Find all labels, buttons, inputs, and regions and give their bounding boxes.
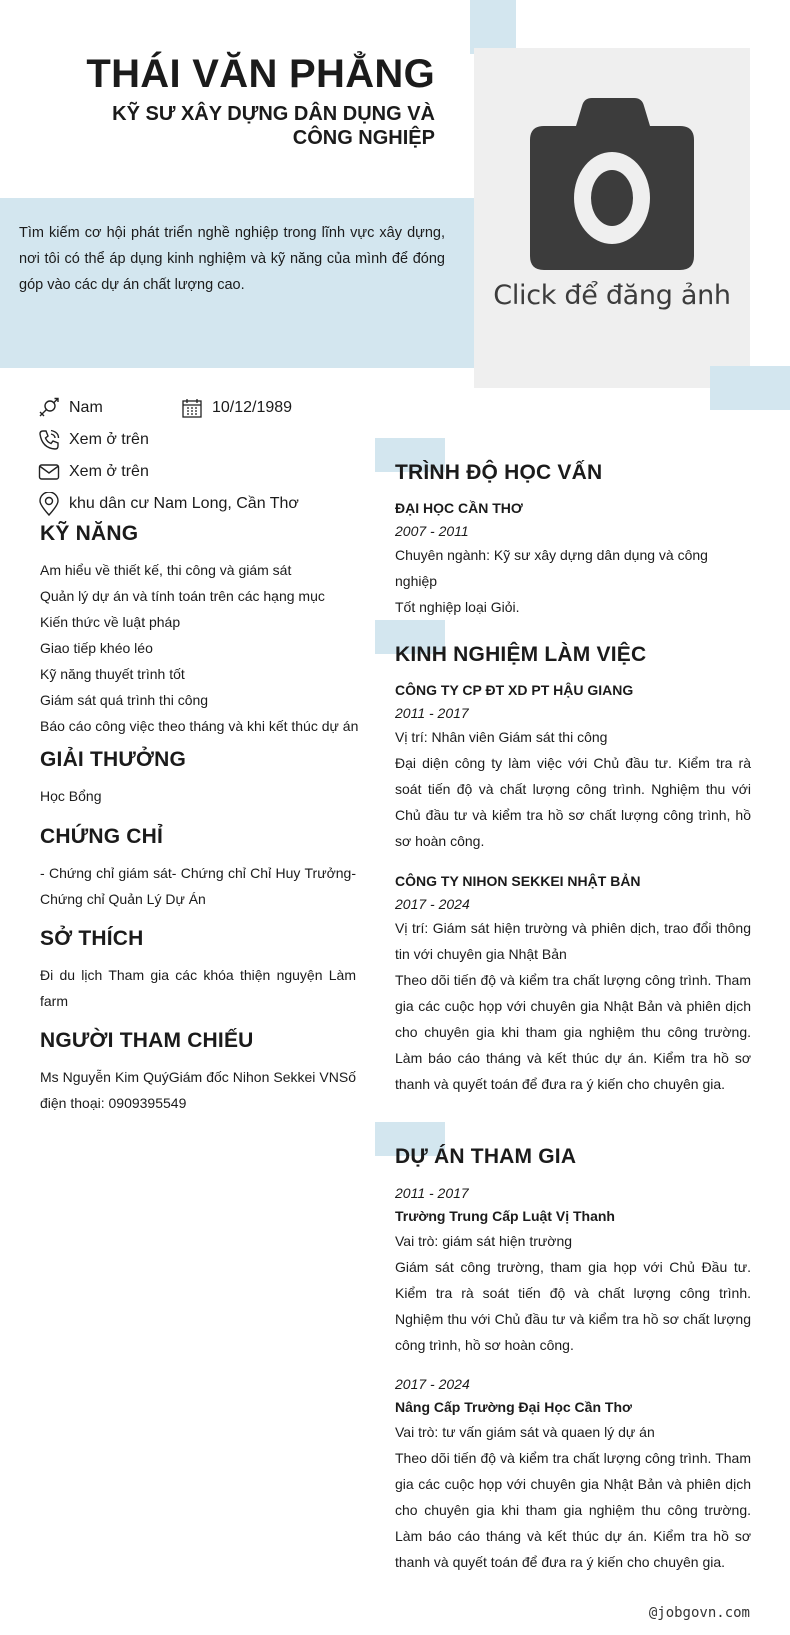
envelope-icon xyxy=(38,461,60,483)
birthdate-value: 10/12/1989 xyxy=(212,399,293,416)
photo-caption: Click để đăng ảnh xyxy=(493,280,731,311)
gender-value: Nam xyxy=(69,399,103,416)
skills-heading: KỸ NĂNG xyxy=(40,522,139,545)
career-objective: Tìm kiếm cơ hội phát triển nghề nghiệp trong lĩnh vực xây dựng, nơi tôi có thể áp dụng kinh nghiệm và kỹ năng của mình để đóng góp vào các dự án chất lượng cao. xyxy=(19,225,445,293)
project-role: Vai trò: tư vấn giám sát và quaen lý dự án xyxy=(395,1424,655,1440)
references-text: Ms Nguyễn Kim QuýGiám đốc Nihon Sekkei VNSố điện thoại: 0909395549 xyxy=(40,1069,356,1111)
skill-item: Kỹ năng thuyết trình tốt xyxy=(40,666,185,682)
education-heading: TRÌNH ĐỘ HỌC VẤN xyxy=(395,461,603,484)
email-value: Xem ở trên xyxy=(69,463,149,480)
address-row xyxy=(38,488,368,520)
phone-icon xyxy=(38,429,60,451)
calendar-icon xyxy=(181,397,203,419)
job-entry xyxy=(395,678,751,854)
hobbies-text: Đi du lịch Tham gia các khóa thiện nguyện Làm farm xyxy=(40,967,356,1009)
experience-heading: KINH NGHIỆM LÀM VIỆC xyxy=(395,643,647,666)
location-pin-icon xyxy=(38,492,60,516)
address-value: khu dân cư Nam Long, Cần Thơ xyxy=(69,495,299,512)
project-description: Theo dõi tiến độ và kiểm tra chất lượng công trình. Tham gia các cuộc họp với chuyên gia Nhật Bản và phiên dịch cho chuyên gia khi tham gia nghiệm thu công trường. Làm báo cáo tháng và kết thúc dự án. Kiểm tra hồ sơ thanh và quyết toán để đưa ra ý kiến cho chuyên gia. xyxy=(395,1450,751,1570)
phone-row xyxy=(38,424,368,456)
camera-icon xyxy=(530,98,694,270)
skill-item: Giám sát quá trình thi công xyxy=(40,692,209,708)
project-entry xyxy=(395,1182,751,1358)
email-row xyxy=(38,456,368,488)
project-entry xyxy=(395,1373,751,1575)
gender-row xyxy=(38,392,368,424)
decor-square-right xyxy=(710,366,790,410)
photo-upload[interactable] xyxy=(474,48,750,388)
education-major: Chuyên ngành: Kỹ sư xây dựng dân dụng và công nghiệp xyxy=(395,547,708,589)
skill-item: Am hiểu về thiết kế, thi công và giám sát xyxy=(40,562,292,578)
project-name: Nâng Cấp Trường Đại Học Cần Thơ xyxy=(395,1399,632,1415)
project-description: Giám sát công trường, tham gia họp với Chủ Đầu tư. Kiểm tra rà soát tiến độ và chất lượng công trình. Nghiệm thu với Chủ đầu tư và kiểm tra hồ sơ chất lượng công trình, hồ sơ hoàn công. xyxy=(395,1259,751,1353)
job-position: Vị trí: Giám sát hiện trường và phiên dịch, trao đổi thông tin với chuyên gia Nhật Bản xyxy=(395,920,751,962)
skills-list xyxy=(40,557,359,739)
skill-item: Giao tiếp khéo léo xyxy=(40,640,153,656)
decor-square-top xyxy=(470,0,516,54)
project-period: 2011 - 2017 xyxy=(395,1185,469,1201)
job-period: 2017 - 2024 xyxy=(395,896,470,912)
company-name: CÔNG TY CP ĐT XD PT HẬU GIANG xyxy=(395,682,634,698)
hobbies-heading: SỞ THÍCH xyxy=(40,927,144,950)
skill-item: Báo cáo công việc theo tháng và khi kết thúc dự án xyxy=(40,718,359,734)
job-title: KỸ SƯ XÂY DỰNG DÂN DỤNG VÀ CÔNG NGHIỆP xyxy=(112,103,435,149)
candidate-name: THÁI VĂN PHẲNG xyxy=(86,52,435,96)
job-position: Vị trí: Nhân viên Giám sát thi công xyxy=(395,729,608,745)
certificates-text: - Chứng chỉ giám sát- Chứng chỉ Chỉ Huy Trưởng- Chứng chỉ Quản Lý Dự Án xyxy=(40,865,356,907)
project-name: Trường Trung Cấp Luật Vị Thanh xyxy=(395,1208,615,1224)
projects-heading: DỰ ÁN THAM GIA xyxy=(395,1145,577,1168)
school-name: ĐẠI HỌC CẦN THƠ xyxy=(395,500,523,516)
awards-heading: GIẢI THƯỞNG xyxy=(40,748,187,771)
awards-text: Học Bổng xyxy=(40,788,102,804)
references-heading: NGƯỜI THAM CHIẾU xyxy=(40,1029,254,1052)
job-entry xyxy=(395,869,751,1097)
project-period: 2017 - 2024 xyxy=(395,1376,470,1392)
job-description: Đại diện công ty làm việc với Chủ đầu tư. Kiểm tra rà soát tiến độ và chất lượng công trình. Nghiệm thu với Chủ đầu tư và kiểm tra hồ sơ chất lượng công trình, hồ sơ hoàn công. xyxy=(395,755,751,849)
personal-info xyxy=(38,392,368,520)
education-entry xyxy=(395,496,751,620)
footer-watermark: @jobgovn.com xyxy=(648,1605,750,1621)
job-period: 2011 - 2017 xyxy=(395,705,469,721)
project-role: Vai trò: giám sát hiện trường xyxy=(395,1233,573,1249)
company-name: CÔNG TY NIHON SEKKEI NHẬT BẢN xyxy=(395,873,641,889)
gender-icon xyxy=(38,397,60,419)
certificates-heading: CHỨNG CHỈ xyxy=(40,825,164,848)
skill-item: Quản lý dự án và tính toán trên các hạng mục xyxy=(40,588,325,604)
phone-value: Xem ở trên xyxy=(69,431,149,448)
skill-item: Kiến thức về luật pháp xyxy=(40,614,181,630)
education-period: 2007 - 2011 xyxy=(395,523,469,539)
education-grade: Tốt nghiệp loại Giỏi. xyxy=(395,599,520,615)
job-description: Theo dõi tiến độ và kiểm tra chất lượng công trình. Tham gia các cuộc họp với chuyên gia Nhật Bản và phiên dịch cho chuyên gia khi tham gia nghiệm thu công trường. Làm báo cáo tháng và kết thúc dự án. Kiểm tra hồ sơ thanh và quyết toán để đưa ra ý kiến cho chuyên gia. xyxy=(395,972,751,1092)
